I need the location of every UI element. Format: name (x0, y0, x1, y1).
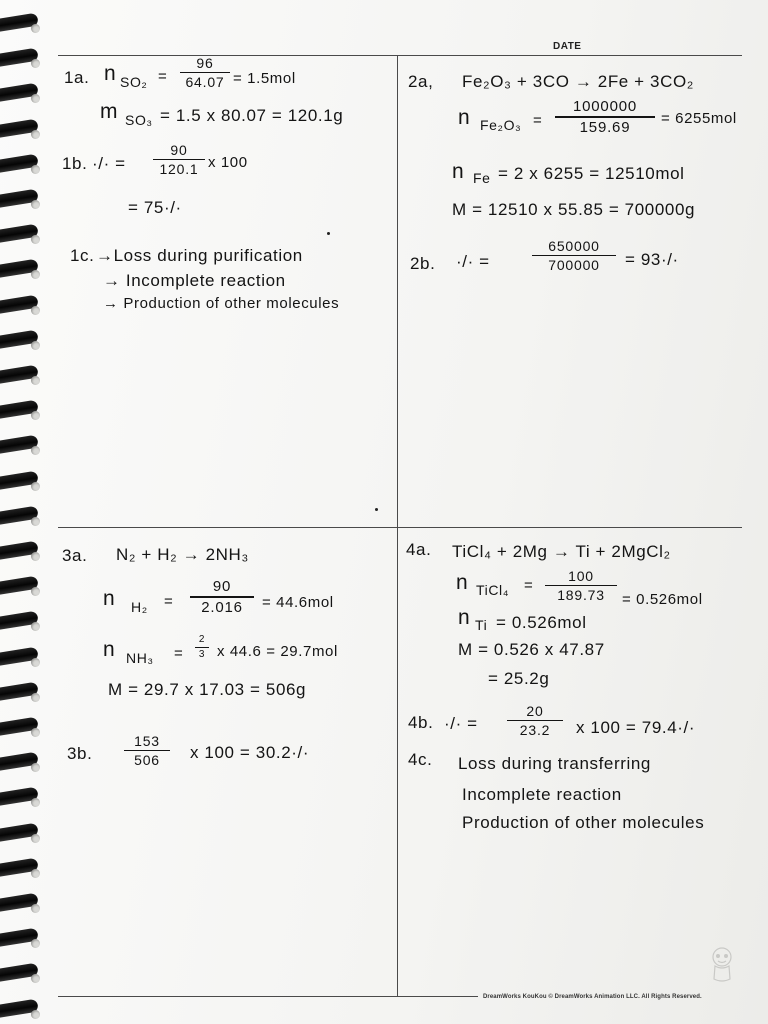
q4a-mass-result: = 25.2g (488, 669, 550, 688)
fraction-bar (124, 750, 170, 751)
q3a-n-result: = 44.6mol (262, 594, 334, 611)
binding-hole (31, 24, 40, 33)
q1b-label: 1b. (62, 154, 88, 173)
q2a-denominator: 159.69 (579, 118, 631, 136)
q2b-label: 2b. (410, 254, 436, 273)
q4a-equation: TiCl₄ + 2Mg → Ti + 2MgCl₂ (452, 542, 671, 561)
binding-hole (31, 552, 40, 561)
q2a-fraction (555, 98, 655, 136)
q4a-nti-symbol: n (458, 606, 471, 629)
q4a-nti-result: = 0.526mol (496, 613, 587, 632)
fraction-bar (153, 159, 205, 160)
q1b-times: x 100 (208, 154, 248, 171)
q1a-equals: = (158, 68, 168, 85)
binding-hole (31, 974, 40, 983)
fraction-bar (532, 255, 616, 256)
q3a-nnh3-equals: = (174, 645, 184, 662)
q2b-numerator: 650000 (548, 238, 600, 254)
q1a-denominator: 64.07 (185, 74, 225, 91)
q4a-mass: M = 0.526 x 47.87 (458, 640, 605, 659)
binding-hole (31, 517, 40, 526)
q2b-result: = 93·/· (625, 250, 679, 269)
q3b-denominator: 506 (134, 752, 160, 769)
q2a-n-result: = 6255mol (661, 110, 737, 127)
q3a-n-symbol: n (103, 587, 116, 610)
q2a-nfe-result: = 2 x 6255 = 12510mol (498, 164, 685, 183)
q4a-n-result: = 0.526mol (622, 591, 703, 608)
fraction-bar (555, 116, 655, 117)
q1a-n-subscript: SO₂ (120, 74, 148, 90)
q4b-numerator: 20 (526, 703, 544, 719)
q4a-n-symbol: n (456, 571, 469, 594)
center-divider (397, 56, 398, 996)
q3b-numerator: 153 (134, 733, 160, 749)
q1a-label: 1a. (64, 68, 90, 87)
q3a-nnh3-numerator: 2 (198, 634, 206, 645)
top-rule (58, 55, 742, 56)
q2a-equation: Fe₂O₃ + 3CO → 2Fe + 3CO₂ (462, 72, 694, 91)
q3a-nnh3-symbol: n (103, 638, 116, 661)
binding-hole (31, 798, 40, 807)
binding-hole (31, 341, 40, 350)
binding-hole (31, 482, 40, 491)
q3a-mass: M = 29.7 x 17.03 = 506g (108, 680, 307, 699)
q3a-nnh3-denominator: 3 (198, 648, 206, 660)
q3a-nnh3-fraction (195, 634, 209, 660)
q3a-nnh3-result: x 44.6 = 29.7mol (217, 643, 338, 660)
q2b-denominator: 700000 (548, 257, 600, 274)
q1c-item-2: → Incomplete reaction (103, 271, 286, 290)
q1a-m-subscript: SO₃ (125, 112, 153, 128)
q4c-label: 4c. (408, 750, 433, 769)
q2a-n-symbol: n (458, 106, 471, 129)
q4a-n-subscript: TiCl₄ (476, 582, 510, 598)
date-label: DATE (553, 41, 582, 52)
q4c-item-3: Production of other molecules (462, 813, 705, 832)
q3a-numerator: 90 (212, 578, 232, 595)
q3a-fraction (190, 578, 254, 616)
q2a-nfe-subscript: Fe (473, 170, 491, 186)
binding-hole (31, 59, 40, 68)
fraction-bar (195, 647, 209, 648)
q3a-denominator: 2.016 (201, 598, 243, 616)
q4b-denominator: 23.2 (519, 722, 551, 739)
q4b-percent-equals: ·/· = (444, 714, 478, 733)
fraction-bar (545, 585, 617, 586)
binding-hole (31, 446, 40, 455)
q4c-item-1: Loss during transferring (458, 754, 651, 773)
fraction-bar (507, 720, 563, 721)
q4a-numerator: 100 (568, 568, 594, 584)
q2a-equals: = (533, 112, 543, 129)
binding-hole (31, 94, 40, 103)
q1a-fraction (180, 55, 230, 91)
footer-copyright: DreamWorks KouKou © DreamWorks Animation LLC. All Rights Reserved. (483, 994, 702, 1000)
q4a-nti-subscript: Ti (475, 617, 488, 633)
q2b-percent-equals: ·/· = (456, 252, 490, 271)
binding-hole (31, 587, 40, 596)
q3b-result: x 100 = 30.2·/· (190, 743, 310, 762)
q2a-label: 2a, (408, 72, 434, 91)
binding-hole (31, 622, 40, 631)
binding-hole (31, 235, 40, 244)
q3a-label: 3a. (62, 546, 88, 565)
binding-hole (31, 904, 40, 913)
q1b-numerator: 90 (170, 142, 188, 158)
binding-hole (31, 165, 40, 174)
q4b-result: x 100 = 79.4·/· (576, 718, 696, 737)
q3a-nnh3-subscript: NH₃ (126, 650, 154, 666)
binding-hole (31, 200, 40, 209)
fraction-bar (190, 596, 254, 597)
fraction-bar (180, 72, 230, 73)
q4a-denominator: 189.73 (557, 587, 605, 604)
binding-hole (31, 728, 40, 737)
q1b-percent-equals: ·/· = (92, 154, 126, 173)
binding-hole (31, 693, 40, 702)
binding-hole (31, 763, 40, 772)
q1c-label: 1c. (70, 246, 95, 265)
stray-mark (375, 508, 378, 511)
binding-hole (31, 376, 40, 385)
q4b-label: 4b. (408, 713, 434, 732)
q4a-label: 4a. (406, 540, 432, 559)
binding-hole (31, 270, 40, 279)
stray-mark (327, 232, 330, 235)
q1a-m-result: = 1.5 x 80.07 = 120.1g (160, 106, 344, 125)
q2a-mass: M = 12510 x 55.85 = 700000g (452, 200, 696, 219)
binding-hole (31, 1010, 40, 1019)
q2a-n-subscript: Fe₂O₃ (480, 117, 522, 133)
q1b-fraction (153, 142, 205, 178)
q1a-m-symbol: m (100, 100, 119, 123)
q3a-equation: N₂ + H₂ → 2NH₃ (116, 545, 249, 564)
binding-hole (31, 939, 40, 948)
binding-hole (31, 306, 40, 315)
binding-hole (31, 834, 40, 843)
q3b-label: 3b. (67, 744, 93, 763)
q3a-n-subscript: H₂ (131, 599, 148, 615)
q1a-numerator: 96 (196, 55, 214, 71)
q1b-result: = 75·/· (128, 198, 182, 217)
spiral-binding (0, 6, 46, 1024)
q1a-n-result: = 1.5mol (233, 70, 296, 87)
q4c-item-2: Incomplete reaction (462, 785, 622, 804)
q1a-n-symbol: n (104, 62, 117, 85)
middle-rule (58, 527, 742, 528)
binding-hole (31, 658, 40, 667)
q1b-denominator: 120.1 (159, 161, 199, 178)
q4b-fraction (507, 703, 563, 739)
binding-hole (31, 411, 40, 420)
koukou-mascot-icon (708, 946, 736, 984)
binding-hole (31, 130, 40, 139)
q2a-nfe-symbol: n (452, 160, 465, 183)
q1c-item-3: → Production of other molecules (103, 295, 340, 312)
q4a-equals: = (524, 577, 534, 594)
bottom-rule (58, 996, 478, 997)
q4a-fraction (545, 568, 617, 604)
q2a-numerator: 1000000 (573, 98, 637, 115)
q2b-fraction (532, 238, 616, 274)
q3a-equals: = (164, 593, 174, 610)
binding-hole (31, 869, 40, 878)
q1c-item-1: →Loss during purification (96, 246, 303, 265)
q3b-fraction (124, 733, 170, 769)
